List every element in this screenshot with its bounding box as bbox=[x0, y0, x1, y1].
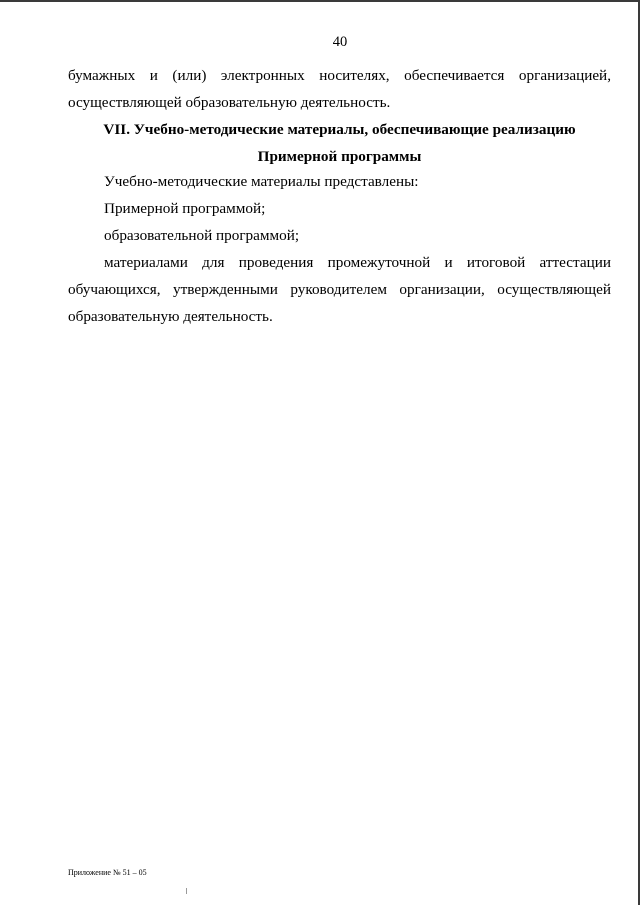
materials-list bbox=[68, 168, 611, 249]
materials-item-program: Примерной программой; bbox=[104, 200, 266, 217]
attestation-line-3: образовательную деятельность. bbox=[68, 308, 273, 325]
footer-appendix-note: Приложение № 51 – 05 bbox=[68, 868, 147, 877]
scan-artifact bbox=[186, 888, 187, 894]
materials-item-attestation bbox=[68, 249, 611, 330]
attestation-line-1: материалами для проведения промежуточной и итоговой аттестации bbox=[104, 254, 611, 271]
intro-line-1: бумажных и (или) электронных носителях, обеспечивается организацией, bbox=[68, 67, 611, 84]
page-number: 40 bbox=[332, 34, 348, 50]
intro-paragraph bbox=[68, 62, 611, 116]
materials-intro: Учебно-методические материалы представлены: bbox=[104, 173, 419, 190]
intro-line-2: осуществляющей образовательную деятельность. bbox=[68, 94, 391, 111]
section-heading-line-2: Примерной программы bbox=[257, 148, 422, 165]
materials-item-educational-program: образовательной программой; bbox=[104, 227, 300, 244]
scan-edge-top bbox=[0, 0, 640, 2]
attestation-line-2: обучающихся, утвержденными руководителем организации, осуществляющей bbox=[68, 281, 611, 298]
section-heading-line-1: VII. Учебно-методические материалы, обеспечивающие реализацию bbox=[103, 121, 576, 138]
